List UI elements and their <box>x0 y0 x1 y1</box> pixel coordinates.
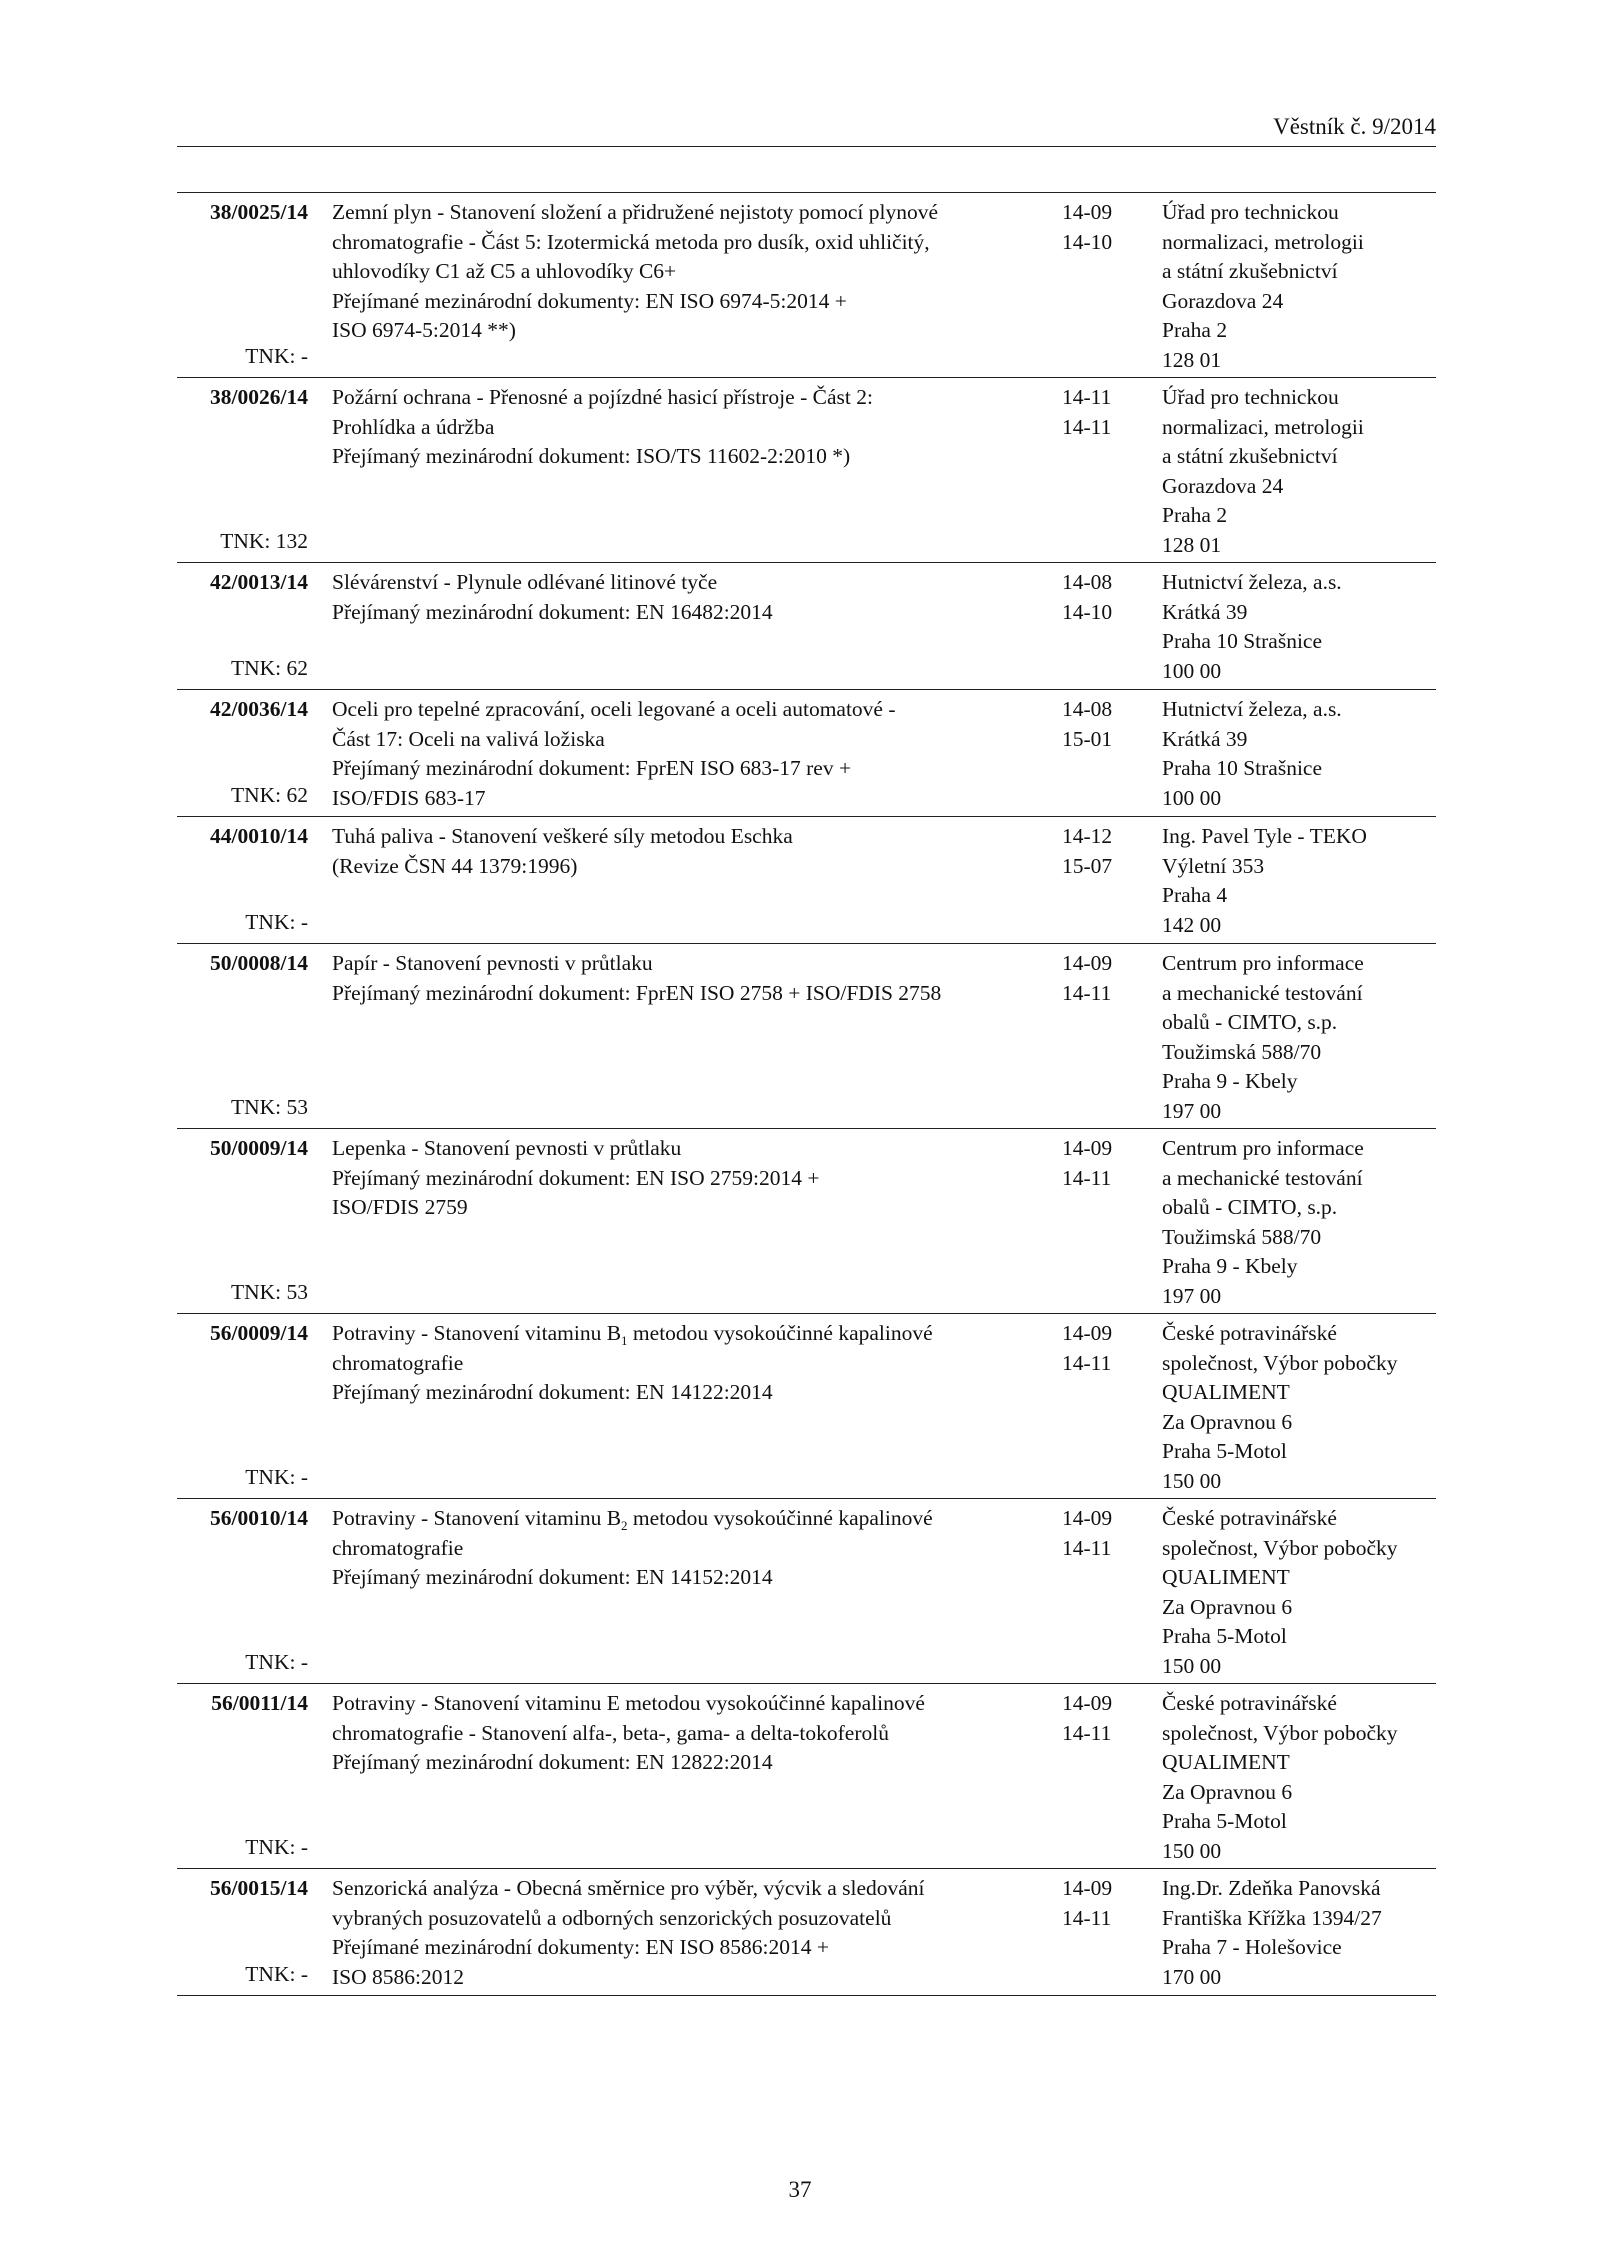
date-value: 14-11 <box>1062 1905 1112 1930</box>
address-line: Praha 10 Strašnice <box>1162 629 1323 653</box>
entry-code: 56/0015/14 <box>210 1876 308 1900</box>
address-line: Krátká 39 <box>1162 599 1248 624</box>
title-line: Přejímaný mezinárodní dokument: EN 16482:2014 <box>332 599 773 624</box>
address-line: Výletní 353 <box>1162 853 1265 878</box>
title-line: Papír - Stanovení pevnosti v průtlaku <box>332 951 653 975</box>
title-line: chromatografie <box>332 1535 464 1560</box>
date-value: 14-09 <box>1062 1876 1113 1900</box>
entry-processor-address <box>1162 1134 1436 1311</box>
page-number: 37 <box>788 2177 812 2202</box>
address-line: 128 01 <box>1162 532 1222 557</box>
entry-id-cell <box>177 1689 308 1863</box>
date-value: 14-12 <box>1062 824 1113 848</box>
date-value: 14-09 <box>1062 200 1113 224</box>
address-line: a mechanické testování <box>1162 980 1363 1005</box>
title-line: Zemní plyn - Stanovení složení a přidružené nejistoty pomocí plynové <box>332 200 939 224</box>
title-line: Lepenka - Stanovení pevnosti v průtlaku <box>332 1136 682 1160</box>
date-value: 14-10 <box>1062 599 1113 624</box>
title-line: Přejímané mezinárodní dokumenty: EN ISO 6974-5:2014 + <box>332 288 847 313</box>
entry-tnk: TNK: - <box>245 344 308 368</box>
address-line: Hutnictví železa, a.s. <box>1162 570 1342 594</box>
title-line: uhlovodíky C1 až C5 a uhlovodíky C6+ <box>332 259 677 283</box>
address-line: 197 00 <box>1162 1283 1222 1308</box>
table-row <box>177 1499 1436 1684</box>
entry-dates <box>1062 695 1127 754</box>
entry-dates <box>1062 383 1127 442</box>
title-text: metodou vysokoúčinné kapalinové <box>627 1321 933 1345</box>
address-line: Toužimská 588/70 <box>1162 1224 1322 1249</box>
entry-tnk: TNK: 53 <box>230 1095 308 1119</box>
date-value: 14-11 <box>1062 1535 1112 1560</box>
journal-title: Věstník č. 9/2014 <box>1273 114 1436 139</box>
title-line: Přejímaný mezinárodní dokument: ISO/TS 11602-2:2010 *) <box>332 444 851 468</box>
entry-processor-address <box>1162 1319 1436 1496</box>
title-line: Senzorická analýza - Obecná směrnice pro výběr, výcvik a sledování <box>332 1876 925 1900</box>
address-line: Praha 2 <box>1162 503 1228 527</box>
entry-dates <box>1062 568 1127 627</box>
title-line: Přejímané mezinárodní dokumenty: EN ISO 8586:2014 + <box>332 1935 829 1959</box>
address-line: 128 01 <box>1162 347 1222 372</box>
address-line: a státní zkušebnictví <box>1162 444 1338 468</box>
address-line: 100 00 <box>1162 658 1222 683</box>
address-line: Praha 5-Motol <box>1162 1439 1287 1463</box>
address-line: České potravinářské <box>1162 1506 1337 1530</box>
address-line: Praha 9 - Kbely <box>1162 1069 1298 1093</box>
entry-code: 42/0013/14 <box>210 570 308 594</box>
title-text: Potraviny - Stanovení vitaminu B <box>332 1506 622 1530</box>
address-line: Krátká 39 <box>1162 726 1248 751</box>
entry-tnk: TNK: 132 <box>220 529 308 553</box>
address-line: Gorazdova 24 <box>1162 288 1284 313</box>
entry-code: 56/0009/14 <box>210 1321 308 1345</box>
entry-dates <box>1062 822 1127 881</box>
entry-id-cell <box>177 1874 308 1990</box>
date-value: 14-11 <box>1062 1165 1112 1190</box>
date-value: 14-09 <box>1062 1691 1113 1715</box>
entry-tnk: TNK: - <box>245 1650 308 1674</box>
title-line: Přejímaný mezinárodní dokument: FprEN ISO 683-17 rev + <box>332 756 852 780</box>
entry-dates <box>1062 1319 1127 1378</box>
entry-processor-address <box>1162 1874 1436 1992</box>
address-line: normalizaci, metrologii <box>1162 414 1364 439</box>
table-row <box>177 1684 1436 1869</box>
address-line: Za Opravnou 6 <box>1162 1409 1293 1434</box>
title-line: Přejímaný mezinárodní dokument: EN 14122:2014 <box>332 1380 773 1404</box>
title-line: Oceli pro tepelné zpracování, oceli legované a oceli automatové - <box>332 697 896 721</box>
entry-id-cell <box>177 822 308 938</box>
entry-id-cell <box>177 695 308 811</box>
vitamin-subscript: 1 <box>621 1333 628 1348</box>
table-row <box>177 1869 1436 1996</box>
title-line: Přejímaný mezinárodní dokument: FprEN ISO 2758 + ISO/FDIS 2758 <box>332 980 942 1005</box>
entry-dates <box>1062 1504 1127 1563</box>
entry-tnk: TNK: - <box>245 1835 308 1859</box>
entry-id-cell <box>177 1504 308 1678</box>
address-line: Hutnictví železa, a.s. <box>1162 697 1342 721</box>
entry-processor-address <box>1162 383 1436 560</box>
title-line: chromatografie <box>332 1350 464 1375</box>
address-line: 150 00 <box>1162 1468 1222 1493</box>
address-line: společnost, Výbor pobočky <box>1162 1720 1398 1745</box>
vitamin-subscript: 2 <box>621 1518 628 1533</box>
address-line: 100 00 <box>1162 785 1222 810</box>
address-line: 150 00 <box>1162 1838 1222 1863</box>
date-value: 14-09 <box>1062 1136 1113 1160</box>
entry-dates <box>1062 1874 1127 1933</box>
address-line: Praha 7 - Holešovice <box>1162 1935 1342 1959</box>
entry-code: 50/0009/14 <box>210 1136 308 1160</box>
entry-dates <box>1062 949 1127 1008</box>
title-line: ISO 8586:2012 <box>332 1964 464 1989</box>
address-line: společnost, Výbor pobočky <box>1162 1535 1398 1560</box>
address-line: obalů - CIMTO, s.p. <box>1162 1010 1338 1034</box>
entry-dates <box>1062 1134 1127 1193</box>
title-text: Potraviny - Stanovení vitaminu B <box>332 1321 622 1345</box>
title-line: Potraviny - Stanovení vitaminu E metodou vysokoúčinné kapalinové <box>332 1691 925 1715</box>
title-line: ISO/FDIS 2759 <box>332 1195 468 1219</box>
table-row <box>177 563 1436 690</box>
title-line: Tuhá paliva - Stanovení veškeré síly metodou Eschka <box>332 824 793 848</box>
table-row <box>177 690 1436 817</box>
address-line: 197 00 <box>1162 1098 1222 1123</box>
entry-id-cell <box>177 568 308 684</box>
title-text: metodou vysokoúčinné kapalinové <box>627 1506 933 1530</box>
date-value: 14-08 <box>1062 697 1113 721</box>
address-line: Centrum pro informace <box>1162 951 1364 975</box>
entry-tnk: TNK: 62 <box>230 783 308 807</box>
title-line: Požární ochrana - Přenosné a pojízdné hasicí přístroje - Část 2: <box>332 385 873 409</box>
title-line: Slévárenství - Plynule odlévané litinové tyče <box>332 570 718 594</box>
address-line: Praha 5-Motol <box>1162 1809 1287 1833</box>
table-row <box>177 193 1436 378</box>
date-value: 14-09 <box>1062 1506 1113 1530</box>
entry-id-cell <box>177 383 308 557</box>
title-line: Prohlídka a údržba <box>332 414 495 439</box>
entry-processor-address <box>1162 822 1436 940</box>
announcements-table <box>177 192 1436 1996</box>
table-row <box>177 817 1436 944</box>
address-line: Ing.Dr. Zdeňka Panovská <box>1162 1876 1381 1900</box>
entry-id-cell <box>177 1319 308 1493</box>
address-line: Ing. Pavel Tyle - TEKO <box>1162 824 1367 848</box>
title-line: Přejímaný mezinárodní dokument: EN 14152:2014 <box>332 1565 773 1589</box>
entry-code: 38/0026/14 <box>210 385 308 409</box>
title-line: Přejímaný mezinárodní dokument: EN 12822:2014 <box>332 1750 773 1774</box>
address-line: České potravinářské <box>1162 1691 1337 1715</box>
address-line: Toužimská 588/70 <box>1162 1039 1322 1064</box>
table-row <box>177 944 1436 1129</box>
address-line: společnost, Výbor pobočky <box>1162 1350 1398 1375</box>
date-value: 14-11 <box>1062 414 1112 439</box>
address-line: Gorazdova 24 <box>1162 473 1284 498</box>
entry-id-cell <box>177 198 308 372</box>
address-line: Centrum pro informace <box>1162 1136 1364 1160</box>
entry-id-cell <box>177 1134 308 1308</box>
date-value: 14-09 <box>1062 1321 1113 1345</box>
address-line: Za Opravnou 6 <box>1162 1779 1293 1804</box>
address-line: Františka Křížka 1394/27 <box>1162 1905 1382 1930</box>
entry-code: 42/0036/14 <box>210 697 308 721</box>
title-line: Přejímaný mezinárodní dokument: EN ISO 2759:2014 + <box>332 1165 820 1190</box>
date-value: 14-11 <box>1062 385 1112 409</box>
title-line: ISO 6974-5:2014 **) <box>332 318 516 342</box>
entry-processor-address <box>1162 949 1436 1126</box>
address-line: QUALIMENT <box>1162 1750 1290 1774</box>
entry-code: 38/0025/14 <box>210 200 308 224</box>
date-value: 15-07 <box>1062 853 1113 878</box>
address-line: Za Opravnou 6 <box>1162 1594 1293 1619</box>
entry-code: 50/0008/14 <box>210 951 308 975</box>
address-line: obalů - CIMTO, s.p. <box>1162 1195 1338 1219</box>
entry-dates <box>1062 1689 1127 1748</box>
address-line: Úřad pro technickou <box>1162 385 1339 409</box>
address-line: a mechanické testování <box>1162 1165 1363 1190</box>
address-line: 142 00 <box>1162 912 1222 937</box>
address-line: Praha 2 <box>1162 318 1228 342</box>
entry-tnk: TNK: 53 <box>230 1280 308 1304</box>
entry-tnk: TNK: 62 <box>230 656 308 680</box>
title-line: (Revize ČSN 44 1379:1996) <box>332 853 578 878</box>
entry-tnk: TNK: - <box>245 910 308 934</box>
entry-processor-address <box>1162 568 1436 686</box>
title-line: ISO/FDIS 683-17 <box>332 785 486 810</box>
address-line: Praha 9 - Kbely <box>1162 1254 1298 1278</box>
title-line: vybraných posuzovatelů a odborných senzorických posuzovatelů <box>332 1905 892 1930</box>
entry-code: 56/0011/14 <box>211 1691 308 1715</box>
address-line: a státní zkušebnictví <box>1162 259 1338 283</box>
address-line: 170 00 <box>1162 1964 1222 1989</box>
date-value: 14-09 <box>1062 951 1113 975</box>
title-line: chromatografie - Část 5: Izotermická metoda pro dusík, oxid uhličitý, <box>332 229 930 254</box>
page-header <box>177 112 1436 147</box>
address-line: České potravinářské <box>1162 1321 1337 1345</box>
entry-processor-address <box>1162 1504 1436 1681</box>
address-line: normalizaci, metrologii <box>1162 229 1364 254</box>
entry-processor-address <box>1162 695 1436 813</box>
table-row <box>177 1129 1436 1314</box>
date-value: 14-11 <box>1062 1720 1112 1745</box>
entry-dates <box>1062 198 1127 257</box>
entry-processor-address <box>1162 198 1436 375</box>
address-line: Praha 5-Motol <box>1162 1624 1287 1648</box>
date-value: 14-11 <box>1062 980 1112 1005</box>
entry-code: 44/0010/14 <box>210 824 308 848</box>
date-value: 14-10 <box>1062 229 1113 254</box>
table-row <box>177 1314 1436 1499</box>
address-line: 150 00 <box>1162 1653 1222 1678</box>
title-line: Část 17: Oceli na valivá ložiska <box>332 726 605 751</box>
address-line: QUALIMENT <box>1162 1565 1290 1589</box>
entry-processor-address <box>1162 1689 1436 1866</box>
entry-tnk: TNK: - <box>245 1465 308 1489</box>
table-row <box>177 378 1436 563</box>
entry-id-cell <box>177 949 308 1123</box>
date-value: 15-01 <box>1062 726 1113 751</box>
date-value: 14-11 <box>1062 1350 1112 1375</box>
address-line: Praha 4 <box>1162 883 1228 907</box>
entry-code: 56/0010/14 <box>210 1506 308 1530</box>
entry-tnk: TNK: - <box>245 1962 308 1986</box>
title-line: chromatografie - Stanovení alfa-, beta-, gama- a delta-tokoferolů <box>332 1720 889 1745</box>
date-value: 14-08 <box>1062 570 1113 594</box>
address-line: Úřad pro technickou <box>1162 200 1339 224</box>
address-line: Praha 10 Strašnice <box>1162 756 1323 780</box>
address-line: QUALIMENT <box>1162 1380 1290 1404</box>
